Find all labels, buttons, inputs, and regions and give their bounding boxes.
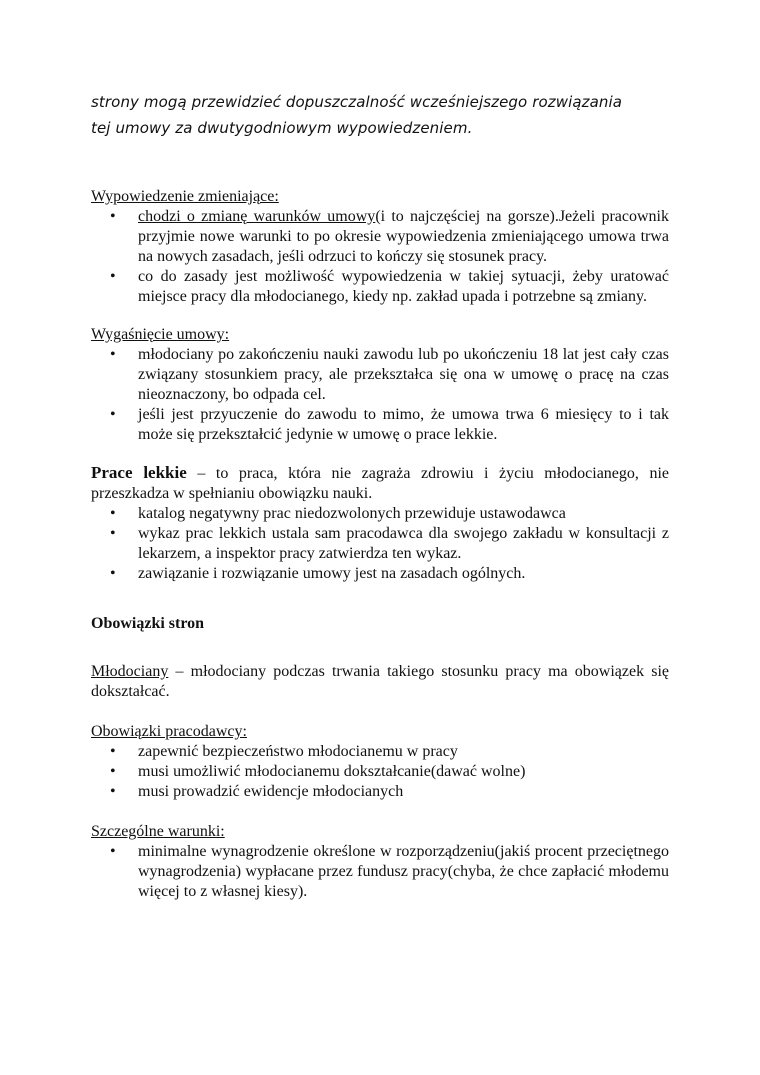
- heading-wygasniecie: Wygaśnięcie umowy:: [91, 326, 230, 343]
- heading-szczegolne: Szczególne warunki:: [91, 823, 225, 840]
- section-wygasniecie: [91, 325, 669, 445]
- section-mlodociany: [91, 662, 669, 702]
- list-item: • minimalne wynagrodzenie określone w rozporządzeniu(jakiś procent przeciętnego wynagrodzenia) wypłacane przez fundusz pracy(chyba, że chce zapłacić młodemu więcej to z własnej kiesy).: [91, 842, 669, 902]
- list-wygasniecie: [91, 345, 669, 445]
- list-szczegolne: [91, 842, 669, 902]
- prace-lekkie-term: Prace lekkie: [91, 463, 187, 482]
- underlined-phrase: chodzi o zmianę warunków umowy: [138, 208, 376, 225]
- list-item: • zapewnić bezpieczeństwo młodocianemu w pracy: [91, 742, 669, 762]
- list-item: • jeśli jest przyuczenie do zawodu to mimo, że umowa trwa 6 miesięcy to i tak może się przekształcić jedynie w umowę o prace lekkie.: [91, 405, 669, 445]
- prace-lekkie-text: – to praca, która nie zagraża zdrowiu i życiu młodocianego, nie przeszkadza w spełnianiu obowiązku nauki.: [91, 465, 670, 502]
- list-item: • wykaz prac lekkich ustala sam pracodawca dla swojego zakładu w konsultacji z lekarzem, a inspektor pracy zatwierdza ten wykaz.: [91, 524, 669, 564]
- list-pracodawcy: [91, 742, 669, 802]
- obowiazki-title: Obowiązki stron: [91, 615, 205, 632]
- mlodociany-paragraph: [91, 662, 669, 702]
- section-pracodawcy: [91, 722, 669, 802]
- section-wypowiedzenie: [91, 187, 669, 307]
- intro-line-1: strony mogą przewidzieć dopuszczalność wcześniejszego rozwiązania: [91, 93, 623, 111]
- mlodociany-term: Młodociany: [91, 663, 169, 680]
- list-wypowiedzenie: [91, 207, 669, 307]
- heading-pracodawcy: Obowiązki pracodawcy:: [91, 723, 247, 740]
- list-prace-lekkie: [91, 504, 669, 584]
- section-prace-lekkie: [91, 463, 669, 584]
- list-item: • musi prowadzić ewidencje młodocianych: [91, 782, 669, 802]
- prace-lekkie-definition: [91, 463, 669, 504]
- item-text: (i to najczęściej na gorsze).Jeżeli pracownik przyjmie nowe warunki to po okresie wypowiedzenia zmieniającego umowa trwa na nowych zasadach, jeśli odrzuci to kończy się stosunek pracy.: [138, 208, 669, 265]
- intro-line-2: tej umowy za dwutygodniowym wypowiedzeniem.: [91, 119, 473, 137]
- list-item: • młodociany po zakończeniu nauki zawodu lub po ukończeniu 18 lat jest cały czas związany stosunkiem pracy, ale przekształca się ona w umowę o pracę na czas nieoznaczony, bo odpada cel.: [91, 345, 669, 405]
- list-item: • zawiązanie i rozwiązanie umowy jest na zasadach ogólnych.: [91, 564, 669, 584]
- intro-paragraph: [91, 89, 669, 141]
- list-item: • katalog negatywny prac niedozwolonych przewiduje ustawodawca: [91, 504, 669, 524]
- list-item: [91, 207, 669, 267]
- document-page: [91, 89, 669, 920]
- list-item: • co do zasady jest możliwość wypowiedzenia w takiej sytuacji, żeby uratować miejsce pracy dla młodocianego, kiedy np. zakład upada i potrzebne są zmiany.: [91, 267, 669, 307]
- mlodociany-text: – młodociany podczas trwania takiego stosunku pracy ma obowiązek się dokształcać.: [91, 663, 669, 700]
- heading-wypowiedzenie: Wypowiedzenie zmieniające:: [91, 188, 279, 205]
- section-szczegolne: [91, 822, 669, 902]
- list-item: • musi umożliwić młodocianemu dokształcanie(dawać wolne): [91, 762, 669, 782]
